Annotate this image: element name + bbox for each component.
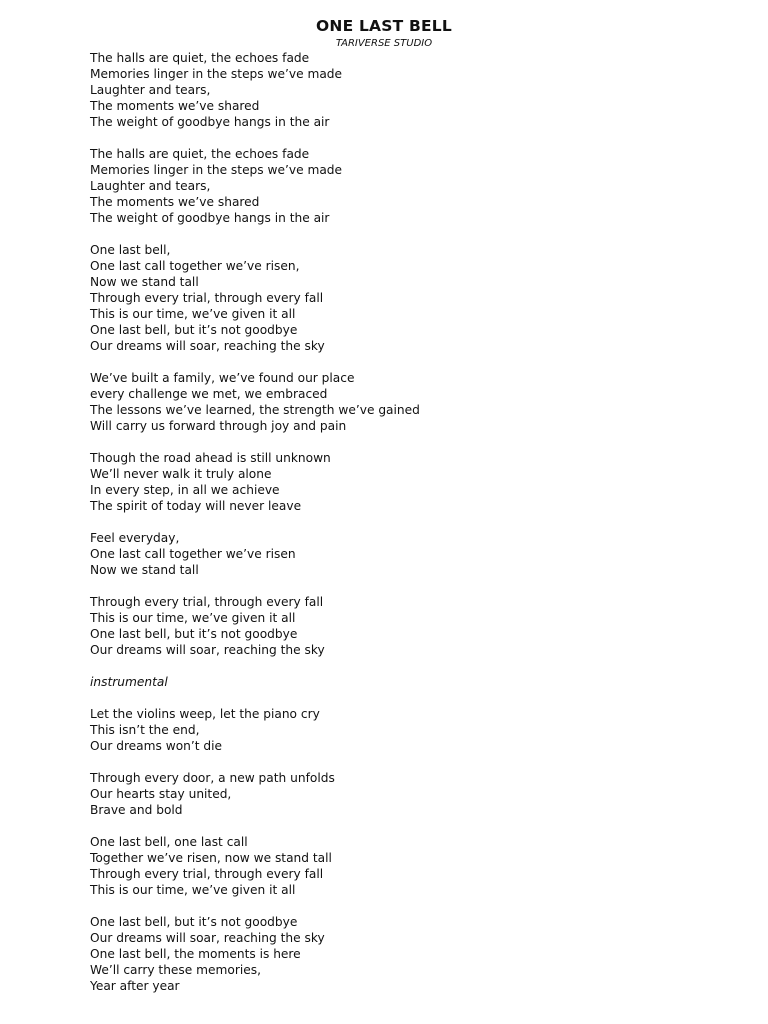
- lyric-line: This is our time, we’ve given it all: [90, 611, 296, 625]
- stanza: [90, 594, 690, 658]
- lyric-line: One last call together we’ve risen,: [90, 259, 300, 273]
- lyric-line: Now we stand tall: [90, 275, 199, 289]
- lyric-line: Brave and bold: [90, 803, 183, 817]
- lyric-line: Year after year: [90, 979, 180, 993]
- lyric-line: We’ll carry these memories,: [90, 963, 261, 977]
- lyric-line: One last bell, but it’s not goodbye: [90, 915, 298, 929]
- stanza: [90, 834, 690, 898]
- lyric-line: We’ve built a family, we’ve found our place: [90, 371, 355, 385]
- lyric-line: Feel everyday,: [90, 531, 180, 545]
- lyric-line: every challenge we met, we embraced: [90, 387, 328, 401]
- lyric-line: Memories linger in the steps we’ve made: [90, 67, 343, 81]
- lyric-line: One last bell, but it’s not goodbye: [90, 627, 298, 641]
- lyric-line: One last bell,: [90, 243, 171, 257]
- lyric-line: The halls are quiet, the echoes fade: [90, 147, 310, 161]
- lyric-line: Memories linger in the steps we’ve made: [90, 163, 343, 177]
- lyric-line: One last bell, one last call: [90, 835, 248, 849]
- lyric-line: Through every trial, through every fall: [90, 595, 324, 609]
- lyric-line: The weight of goodbye hangs in the air: [90, 115, 330, 129]
- stanza: [90, 146, 690, 226]
- lyric-line: Though the road ahead is still unknown: [90, 451, 331, 465]
- stanza: [90, 450, 690, 514]
- lyric-line: Our dreams won’t die: [90, 739, 223, 753]
- lyric-line: Laughter and tears,: [90, 83, 211, 97]
- lyric-line: This is our time, we’ve given it all: [90, 883, 296, 897]
- lyric-line: One last bell, the moments is here: [90, 947, 301, 961]
- lyric-line: Our hearts stay united,: [90, 787, 232, 801]
- lyric-line: The lessons we’ve learned, the strength we’ve gained: [90, 403, 420, 417]
- stanza: [90, 242, 690, 354]
- lyric-line: In every step, in all we achieve: [90, 483, 280, 497]
- lyric-line: Our dreams will soar, reaching the sky: [90, 643, 325, 657]
- lyric-line: Through every door, a new path unfolds: [90, 771, 335, 785]
- lyric-line: One last call together we’ve risen: [90, 547, 296, 561]
- document-title: ONE LAST BELL: [316, 17, 452, 35]
- lyric-line: Through every trial, through every fall: [90, 291, 324, 305]
- section-direction: [90, 674, 690, 690]
- stanza: [90, 706, 690, 754]
- lyric-line: We’ll never walk it truly alone: [90, 467, 272, 481]
- lyric-line: This isn’t the end,: [90, 723, 200, 737]
- lyric-line: Will carry us forward through joy and pain: [90, 419, 347, 433]
- lyric-line: The moments we’ve shared: [90, 195, 260, 209]
- lyric-line: instrumental: [90, 675, 168, 689]
- lyric-line: Through every trial, through every fall: [90, 867, 324, 881]
- lyric-line: Let the violins weep, let the piano cry: [90, 707, 320, 721]
- lyric-line: The weight of goodbye hangs in the air: [90, 211, 330, 225]
- stanza: [90, 370, 690, 434]
- lyric-line: This is our time, we’ve given it all: [90, 307, 296, 321]
- lyric-line: Our dreams will soar, reaching the sky: [90, 931, 325, 945]
- lyric-line: Laughter and tears,: [90, 179, 211, 193]
- lyric-line: The moments we’ve shared: [90, 99, 260, 113]
- lyric-line: Together we’ve risen, now we stand tall: [90, 851, 332, 865]
- lyric-line: The halls are quiet, the echoes fade: [90, 51, 310, 65]
- lyric-line: The spirit of today will never leave: [90, 499, 302, 513]
- stanza: [90, 914, 690, 994]
- stanza: [90, 770, 690, 818]
- stanza: [90, 530, 690, 578]
- lyric-line: Now we stand tall: [90, 563, 199, 577]
- lyric-line: Our dreams will soar, reaching the sky: [90, 339, 325, 353]
- document-subtitle: TARIVERSE STUDIO: [335, 38, 433, 49]
- lyric-line: One last bell, but it’s not goodbye: [90, 323, 298, 337]
- lyrics-body: [90, 50, 690, 1010]
- stanza: [90, 50, 690, 130]
